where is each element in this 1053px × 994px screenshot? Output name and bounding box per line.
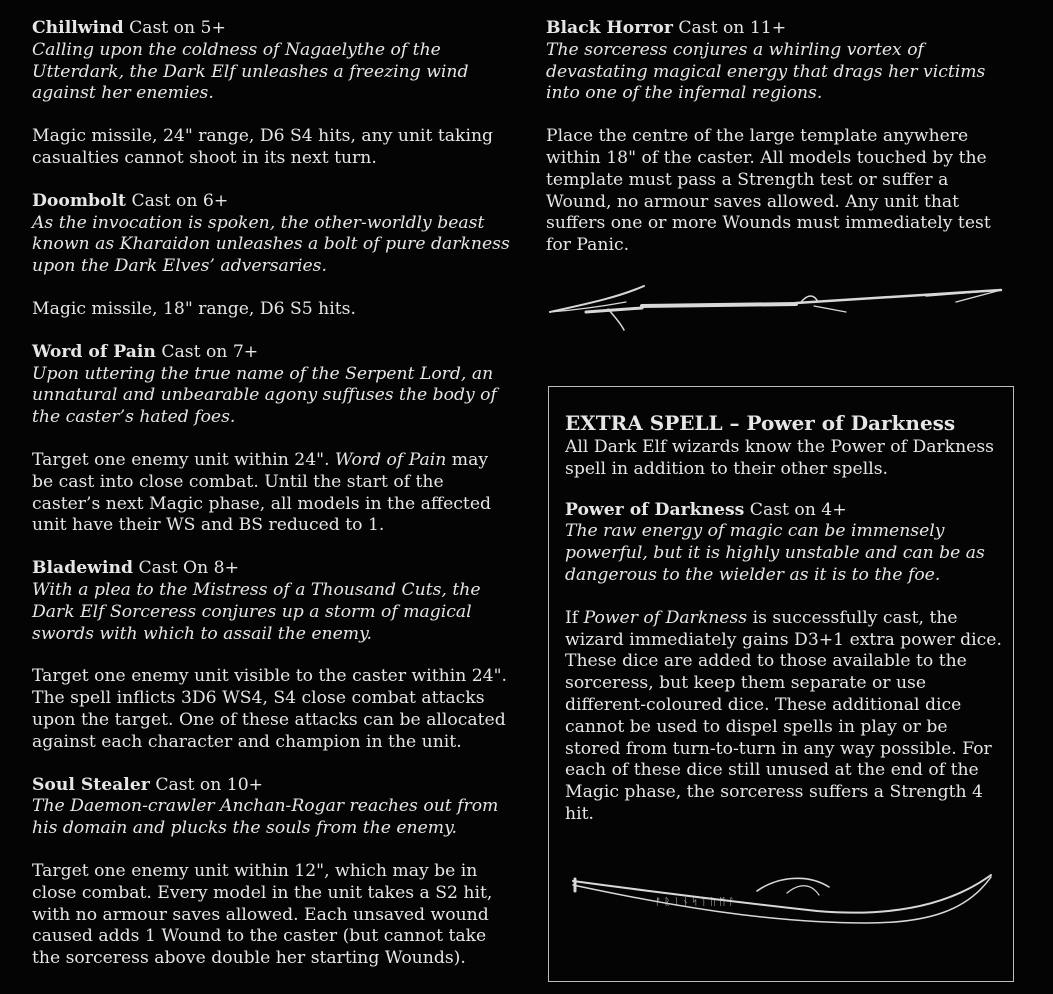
spell-doombolt	[32, 191, 512, 321]
spell-rule: Place the centre of the large template anywhere within 18" of the caster. All models touched by the template must pass a Strength test or suffer a Wound, no armour saves allowed. Any unit that suffers one or more Wounds must immediately test for Panic.	[546, 126, 991, 256]
spell-flavor: Calling upon the coldness of Nagaelythe of the Utterdark, the Dark Elf unleashes a freezing wind against her enemies.	[32, 39, 469, 104]
cast-value: Cast on 10+	[155, 774, 264, 795]
spell-name: Power of Darkness	[565, 499, 745, 520]
spell-name: Word of Pain	[32, 341, 156, 362]
spell-flavor: With a plea to the Mistress of a Thousand Cuts, the Dark Elf Sorceress conjures up a storm of magical swords with which to assail the enemy.	[32, 579, 481, 644]
cast-value: Cast on 4+	[749, 499, 847, 520]
spell-power-of-darkness	[565, 500, 1005, 826]
runed-blade-illustration	[567, 871, 997, 939]
spell-rule: If Power of Darkness is successfully cast, the wizard immediately gains D3+1 extra power dice. These dice are added to those available to the sorceress, but keep them separate or use different-coloured dice. These additional dice cannot be used to dispel spells in play or be stored from turn-to-turn in any way possible. For each of these dice still unused at the end of the Magic phase, the sorceress suffers a Strength 4 hit.	[565, 607, 1002, 824]
spell-flavor: The sorceress conjures a whirling vortex of devastating magical energy that drags her victims into one of the infernal regions.	[546, 39, 986, 104]
cast-value: Cast on 11+	[678, 18, 787, 38]
spell-name: Doombolt	[32, 190, 126, 211]
spell-name: Soul Stealer	[32, 774, 150, 795]
spell-rule: Target one enemy unit within 12", which may be in close combat. Every model in the unit takes a S2 hit, with no armour saves allowed. Each unsaved wound caused adds 1 Wound to the caster (but cannot take the sorceress above double her starting Wounds).	[32, 860, 493, 969]
box-intro: All Dark Elf wizards know the Power of Darkness spell in addition to their other spells.	[565, 437, 994, 479]
cast-value: Cast on 7+	[161, 341, 259, 362]
cast-value: Cast On 8+	[138, 558, 240, 579]
spell-name: Black Horror	[546, 18, 673, 38]
spell-flavor: The Daemon-crawler Anchan-Rogar reaches out from his domain and plucks the souls from the enemy.	[32, 796, 499, 839]
spell-word-of-pain	[32, 342, 512, 537]
extra-spell-box	[548, 386, 1014, 982]
barbed-spear-illustration	[546, 282, 1008, 334]
box-title: EXTRA SPELL – Power of Darkness	[565, 411, 956, 435]
spell-chillwind	[32, 18, 512, 170]
spell-flavor: The raw energy of magic can be immensely powerful, but it is highly unstable and can be as dangerous to the wielder as it is to the foe.	[565, 521, 985, 585]
spell-rule: Magic missile, 18" range, D6 S5 hits.	[32, 298, 356, 319]
spell-black-horror	[546, 18, 1016, 257]
spell-rule: Target one enemy unit within 24". Word of Pain may be cast into close combat. Until the start of the caster’s next Magic phase, all models in the affected unit have their WS and BS reduced to 1.	[32, 449, 491, 536]
spell-rule: Target one enemy unit visible to the caster within 24". The spell inflicts 3D6 WS4, S4 close combat attacks upon the target. One of these attacks can be allocated against each character and champion in the unit.	[32, 666, 507, 752]
spell-soul-stealer	[32, 775, 512, 970]
rune-glyphs: ᚠ ᚱ ᛁ ᚾ ᛋ ᛏ ᚢ ᛗ ᛚ	[655, 897, 735, 908]
spell-rule: Magic missile, 24" range, D6 S4 hits, any unit taking casualties cannot shoot in its next turn.	[32, 126, 494, 168]
cast-value: Cast on 5+	[129, 18, 226, 38]
cast-value: Cast on 6+	[131, 190, 229, 211]
right-column	[546, 18, 1016, 278]
spell-name: Bladewind	[32, 558, 133, 579]
spell-bladewind	[32, 558, 512, 753]
spell-flavor: As the invocation is spoken, the other-worldly beast known as Kharaidon unleashes a bolt of pure darkness upon the Dark Elves’ adversaries.	[32, 212, 510, 277]
spell-flavor: Upon uttering the true name of the Serpent Lord, an unnatural and unbearable agony suffuses the body of the caster’s hated foes.	[32, 363, 497, 428]
spell-name: Chillwind	[32, 18, 124, 38]
left-column	[32, 18, 512, 991]
